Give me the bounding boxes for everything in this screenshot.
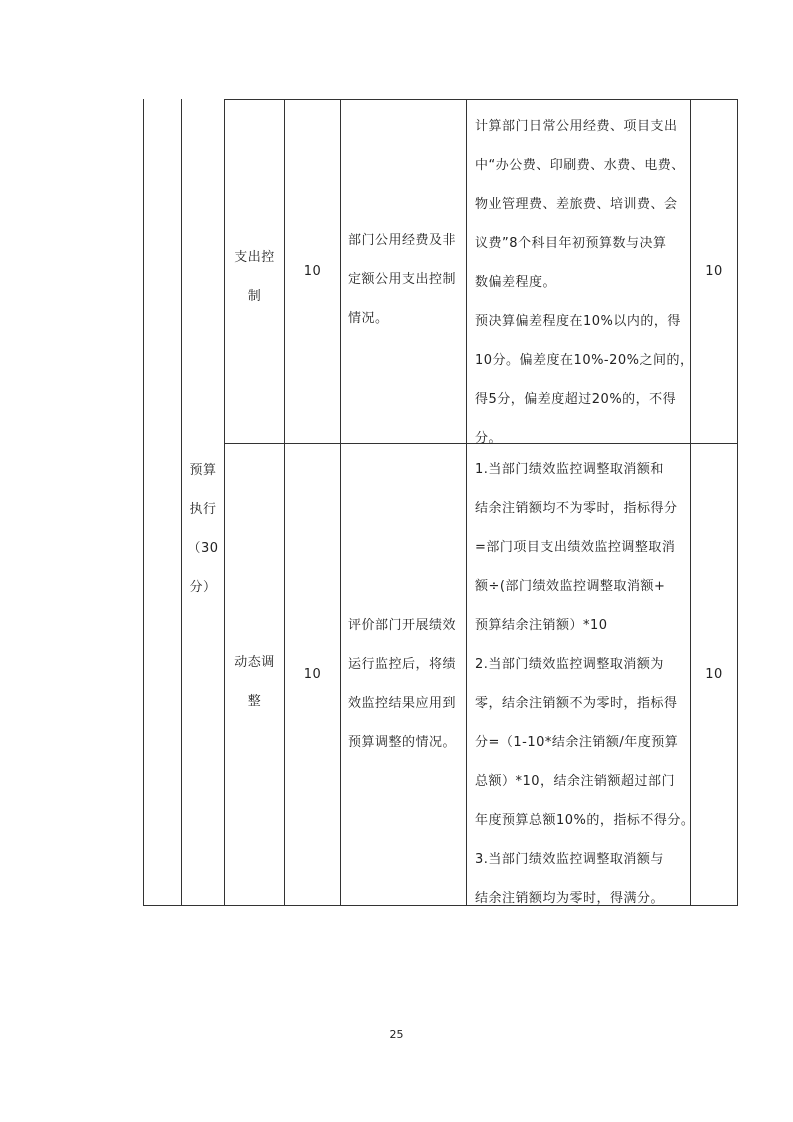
row2-criteria-line: 1.当部门绩效监控调整取消额和 [475,462,664,477]
row2-criteria-line: 零，结余注销额不为零时，指标得 [475,696,678,711]
row2-criteria-line: 年度预算总额10%的，指标不得分。 [475,813,695,828]
row1-criteria-cell [475,107,694,458]
row1-points-cell [691,100,737,443]
row1-item-line: 制 [247,289,262,304]
col-line-1 [143,99,144,906]
row1-desc-cell [348,221,456,338]
row2-criteria-line: 总额）*10，结余注销额超过部门 [475,774,676,789]
row1-criteria-line: 数偏差程度。 [475,275,557,290]
col-line-8 [737,99,738,906]
row2-desc-line: 运行监控后，将绩 [348,657,457,672]
row2-score-cell [285,444,340,905]
row2-item-cell [225,643,284,721]
col-line-3 [224,99,225,906]
category-line: 预算 [189,463,217,478]
row1-desc-line: 部门公用经费及非 [348,233,457,248]
row2-criteria-line: 结余注销额均为零时，得满分。 [475,891,665,906]
row1-criteria-line: 分。 [475,431,503,446]
category-line: （30 [187,541,219,556]
row1-criteria-line: 10分。偏差度在10%-20%之间的， [475,353,694,368]
row2-criteria-line: 分=（1-10*结余注销额/年度预算 [475,735,679,750]
row1-points: 10 [705,264,723,279]
row1-score-cell [285,100,340,443]
row2-desc-cell [348,606,456,762]
row2-desc-line: 评价部门开展绩效 [348,618,457,633]
category-cell [182,451,224,607]
category-line: 执行 [189,502,217,517]
row2-criteria-line: 预算结余注销额）*10 [475,618,608,633]
page-number: 25 [389,1028,404,1041]
row2-score: 10 [303,667,322,682]
category-line: 分） [189,580,217,595]
row1-item-line: 支出控 [234,250,275,265]
row1-item-cell [225,238,284,316]
row2-criteria-line: 2.当部门绩效监控调整取消额为 [475,657,664,672]
row2-criteria-line: =部门项目支出绩效监控调整取消 [475,540,676,555]
row1-criteria-line: 物业管理费、差旅费、培训费、会 [475,197,678,212]
col-line-6 [466,99,467,906]
row1-desc-line: 情况。 [348,311,389,326]
row1-score: 10 [303,264,322,279]
row2-criteria-line: 结余注销额均不为零时，指标得分 [475,501,678,516]
row2-criteria-line: 3.当部门绩效监控调整取消额与 [475,852,664,867]
row2-criteria-cell [475,450,694,918]
col-line-5 [340,99,341,906]
row2-points: 10 [705,667,723,682]
row1-criteria-line: 计算部门日常公用经费、项目支出 [475,119,678,134]
row1-criteria-line: 议费”8个科目年初预算数与决算 [475,236,667,251]
row2-item-line: 整 [247,694,262,709]
row2-desc-line: 预算调整的情况。 [348,735,457,750]
row1-criteria-line: 中“办公费、印刷费、水费、电费、 [475,158,685,173]
row1-criteria-line: 预决算偏差程度在10%以内的，得 [475,314,681,329]
row2-criteria-line: 额÷(部门绩效监控调整取消额+ [475,579,666,594]
row2-desc-line: 效监控结果应用到 [348,696,457,711]
row2-points-cell [691,444,737,905]
row1-desc-line: 定额公用支出控制 [348,272,457,287]
row2-item-line: 动态调 [234,655,275,670]
row1-criteria-line: 得5分，偏差度超过20%的，不得 [475,392,677,407]
